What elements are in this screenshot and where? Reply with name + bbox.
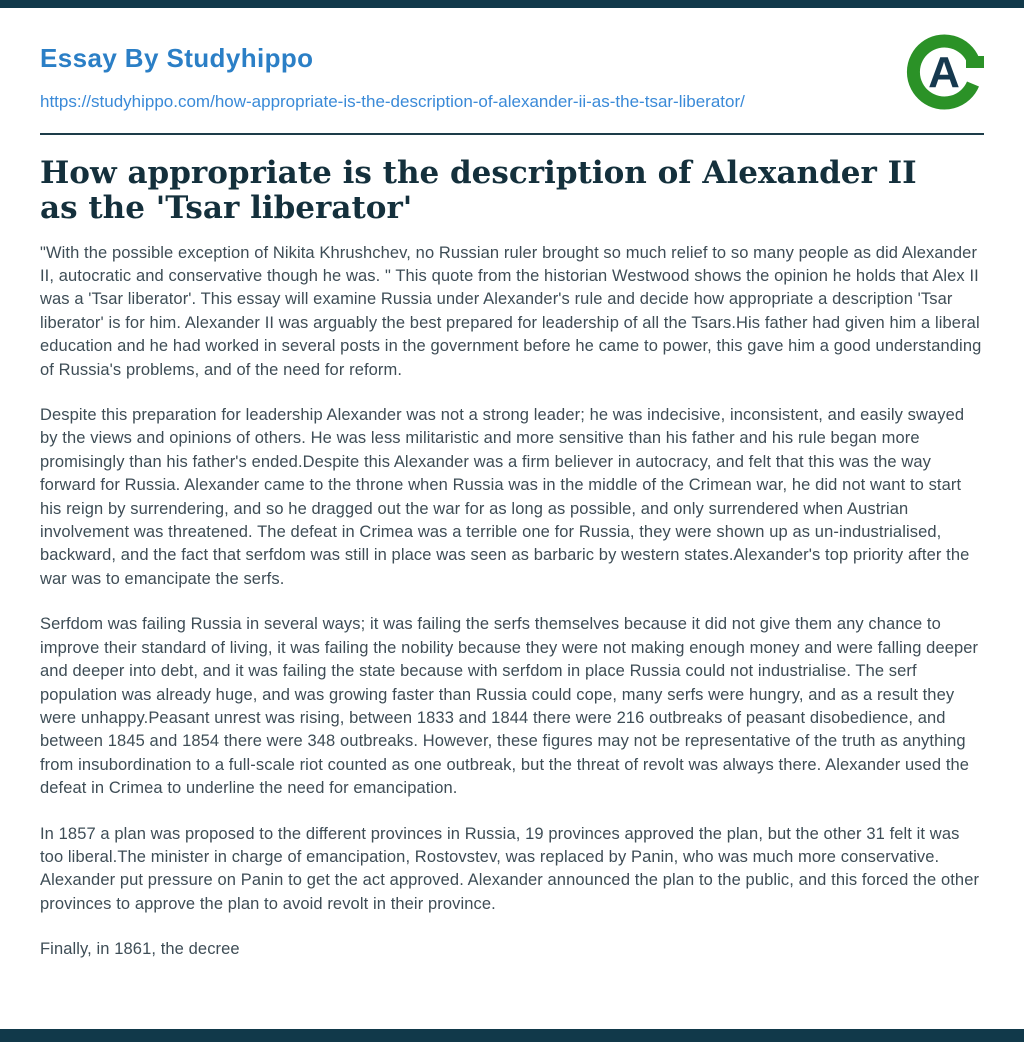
essay-paragraph-2: Despite this preparation for leadership Alexander was not a strong leader; he was indecisive, inconsistent, and easily swayed by the views and opinions of others. He was less militaristic and more sensitive than his father and his rule began more promisingly than his father's ended.Despite this Alexander was a firm believer in autocracy, and felt that this was the way forward for Russia. Alexander came to the throne when Russia was in the middle of the Crimean war, he did not want to start his reign by surrendering, and so he dragged out the war for as long as possible, and only surrendered when Austrian involvement was threatened. The defeat in Crimea was a terrible one for Russia, they were shown up as un-industrialised, backward, and the fact that serfdom was still in place was seen as barbaric by western states.Alexander's top priority after the war was to emancipate the serfs. bbox=[40, 406, 970, 588]
essay-paragraph-4: In 1857 a plan was proposed to the different provinces in Russia, 19 provinces approved the plan, but the other 31 felt it was too liberal.The minister in charge of emancipation, Rostovstev, was replaced by Panin, who was much more conservative. Alexander put pressure on Panin to get the act approved. Alexander announced the plan to the public, and this forced the other provinces to approve the plan to avoid revolt in their province. bbox=[40, 824, 980, 913]
essay-body bbox=[40, 242, 984, 962]
essay-content bbox=[40, 156, 984, 962]
site-byline: Essay By Studyhippo bbox=[40, 43, 314, 73]
bottom-accent-bar bbox=[0, 1029, 1024, 1042]
essay-title-line-1: How appropriate is the description of Alexander II bbox=[40, 154, 917, 191]
essay-url-link[interactable]: https://studyhippo.com/how-appropriate-is-the-description-of-alexander-ii-as-the-tsar-liberator/ bbox=[40, 91, 745, 111]
logo-letter: A bbox=[928, 48, 960, 97]
top-accent-bar bbox=[0, 0, 1024, 8]
essay-paragraph-3: Serfdom was failing Russia in several ways; it was failing the serfs themselves because it did not give them any chance to improve their standard of living, it was failing the nobility because they were not making enough money and were falling deeper and deeper into debt, and it was failing the state because with serfdom in place Russia could not industrialise. The serf population was already huge, and was growing faster than Russia could cope, many serfs were hungry, and as a result they were unhappy.Peasant unrest was rising, between 1833 and 1844 there were 216 outbreaks of peasant disobedience, and between 1845 and 1854 there were 348 outbreaks. However, these figures may not be representative of the truth as anything from insubordination to a full-scale riot counted as one outbreak, but the threat of revolt was always there. Alexander used the defeat in Crimea to underline the need for emancipation. bbox=[40, 615, 979, 798]
header-divider bbox=[40, 133, 984, 135]
studyhippo-logo-icon bbox=[904, 32, 984, 112]
essay-paragraph-5: Finally, in 1861, the decree bbox=[40, 940, 240, 959]
essay-paragraph-1: "With the possible exception of Nikita Khrushchev, no Russian ruler brought so much relief to so many people as did Alexander II, autocratic and conservative though he was. " This quote from the historian Westwood shows the opinion he holds that Alex II was a 'Tsar liberator'. This essay will examine Russia under Alexander's rule and decide how appropriate a description 'Tsar liberator' is for him. Alexander II was arguably the best prepared for leadership of all the Tsars.His father had given him a liberal education and he had worked in several posts in the government before he came to power, this gave him a good understanding of Russia's problems, and of the need for reform. bbox=[40, 243, 982, 379]
essay-title-line-2: as the 'Tsar liberator' bbox=[40, 189, 413, 226]
page-header bbox=[40, 44, 984, 115]
essay-title bbox=[40, 156, 984, 226]
